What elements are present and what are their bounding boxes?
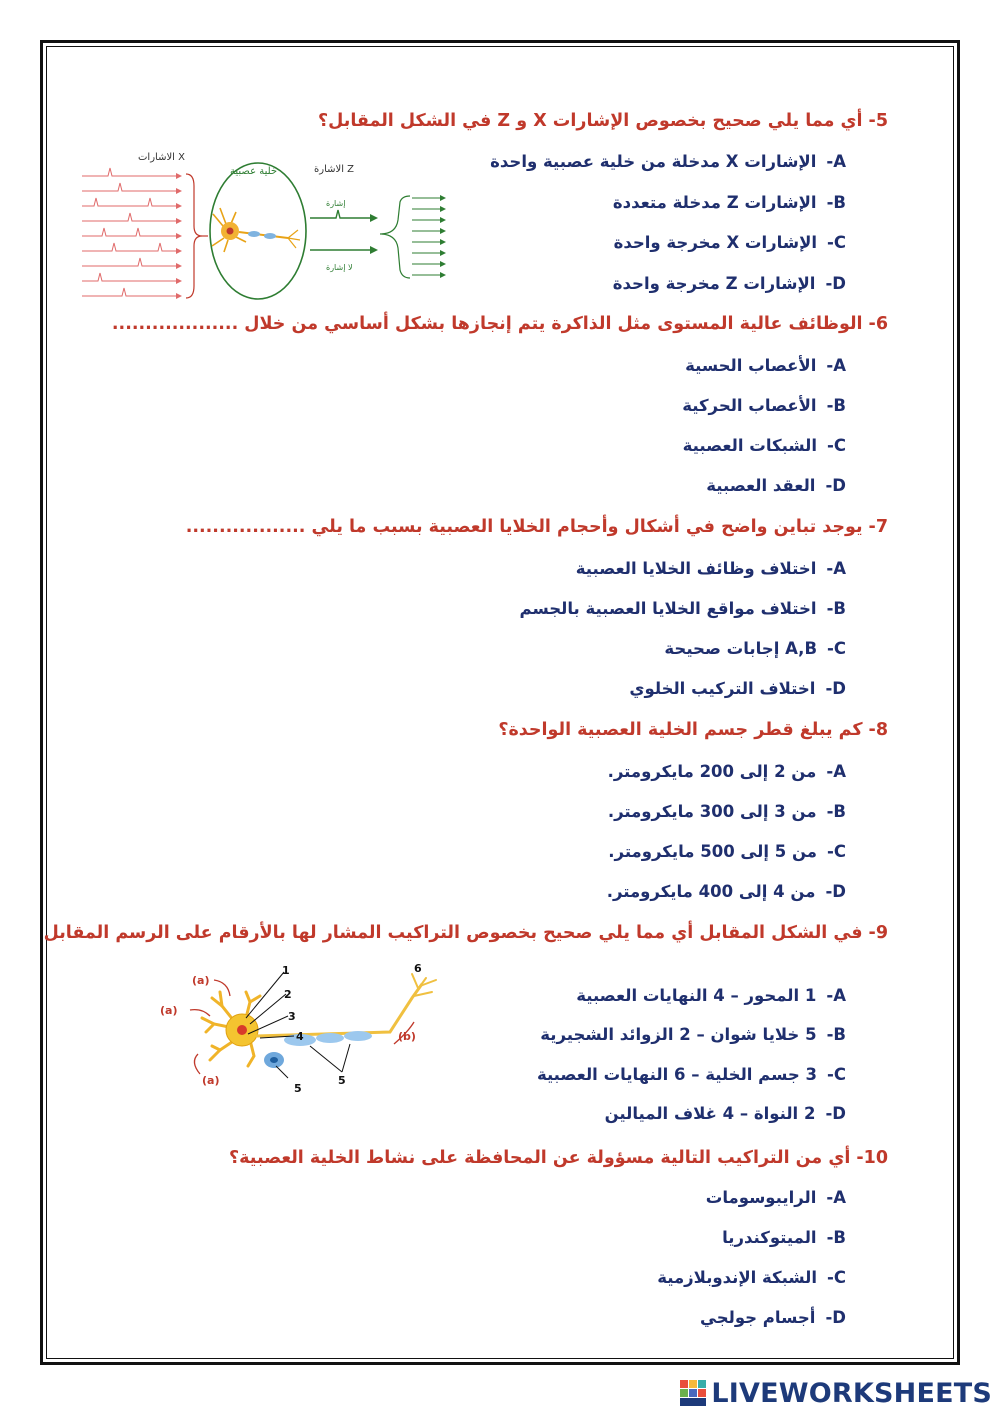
option-7a[interactable]: A-اختلاف وظائف الخلايا العصبية [575,559,846,578]
output-brace [380,196,410,278]
option-10d[interactable]: D-أجسام جولجي [700,1308,846,1327]
output-lines [412,198,440,275]
question-10: 10-أي من التراكيب التالية مسؤولة عن المحافظة على نشاط الخلية العصبية؟ [229,1148,888,1168]
liveworksheets-logo[interactable] [679,1378,992,1408]
output-arrowhead [370,214,378,222]
label-5b: 5 [338,1074,346,1087]
question-6: 6-الوظائف عالية المستوى مثل الذاكرة يتم إنجازها بشكل أساسي من خلال ................... [111,314,888,334]
label-pointer-lines [246,972,350,1078]
question-7: 7-يوجد تباين واضح في أشكال وأحجام الخلايا العصبية بسبب ما يلي .................. [185,517,888,537]
question-8: 8-كم يبلغ قطر جسم الخلية العصبية الواحدة؟ [498,720,888,740]
option-6d[interactable]: D-العقد العصبية [706,476,846,495]
option-10a[interactable]: A-الرايبوسومات [705,1188,846,1207]
label-4: 4 [296,1030,304,1043]
logo-text: LIVEWORKSHEETS [711,1377,992,1409]
output-arrowhead-2 [370,246,378,254]
output-line-arrowheads [440,195,446,278]
option-8a[interactable]: A-من 2 إلى 200 مايكرومتر. [607,762,846,781]
svg-text:(a): (a) [192,974,210,987]
svg-text:(b): (b) [398,1030,416,1043]
liveworksheets-logo-icon [679,1379,707,1407]
option-6a[interactable]: A-الأعصاب الحسية [685,356,846,375]
option-10c[interactable]: C-الشبكة الإندوبلازمية [657,1268,846,1287]
output-signal-line [310,210,370,218]
question-9: 9-في الشكل المقابل أي مما يلي صحيح بخصوص التراكيب المشار لها بالأرقام على الرسم المقابل [43,923,888,943]
option-8b[interactable]: B-من 3 إلى 300 مايكرومتر. [607,802,846,821]
option-9d[interactable]: D-2 النواة – 4 غلاف الميالين [604,1104,846,1123]
option-5c[interactable]: C-الإشارات X مخرجة واحدة [613,233,846,252]
option-5d[interactable]: D-الإشارات Z مخرجة واحدة [612,274,846,293]
label-5a: 5 [294,1082,302,1095]
option-6b[interactable]: B-الأعصاب الحركية [682,396,846,415]
option-5b[interactable]: B-الإشارات Z مدخلة متعددة [612,193,846,212]
svg-text:(a): (a) [202,1074,220,1087]
label-6: 6 [414,962,422,975]
option-9b[interactable]: B-5 خلايا شوان – 2 الزوائد الشجيرية [540,1025,846,1044]
axon-terminals [412,974,436,996]
option-9a[interactable]: A-1 المحور – 4 النهايات العصبية [576,986,846,1005]
signals-diagram [78,146,448,306]
option-10b[interactable]: B-الميتوكندريا [722,1228,846,1247]
label-3: 3 [288,1010,296,1023]
label-signals-x: الاشارات X [138,152,185,163]
svg-text:(a): (a) [160,1004,178,1017]
input-arrowheads [176,173,182,299]
neuron-diagram [150,958,450,1098]
option-9c[interactable]: C-3 جسم الخلية – 6 النهايات العصبية [536,1065,846,1084]
axon [256,984,422,1036]
option-8c[interactable]: C-من 5 إلى 500 مايكرومتر. [608,842,846,861]
neuron-icon [212,208,300,252]
option-7c[interactable]: C-A,B إجابات صحيحة [664,639,846,658]
option-7d[interactable]: D-اختلاف التركيب الخلوي [629,679,846,698]
option-6c[interactable]: C-الشبكات العصبية [682,436,846,455]
option-5a[interactable]: A-الإشارات X مدخلة من خلية عصبية واحدة [490,152,846,171]
label-signal-z: الاشارة Z [314,164,355,175]
label-no-signal: لا إشارة [326,263,353,272]
label-signal: إشارة [326,199,346,208]
question-5: 5-أي مما يلي صحيح بخصوص الإشارات X و Z في الشكل المقابل؟ [317,111,888,131]
option-8d[interactable]: D-من 4 إلى 400 مايكرومتر. [606,882,846,901]
label-2: 2 [284,988,292,1001]
nucleus [237,1025,247,1035]
label-neuron-cell: خلية عصبية [230,166,278,177]
label-1: 1 [282,964,290,977]
input-signal-lines [82,168,176,296]
option-7b[interactable]: B-اختلاف مواقع الخلايا العصبية بالجسم [519,599,846,618]
input-brace [186,174,202,298]
